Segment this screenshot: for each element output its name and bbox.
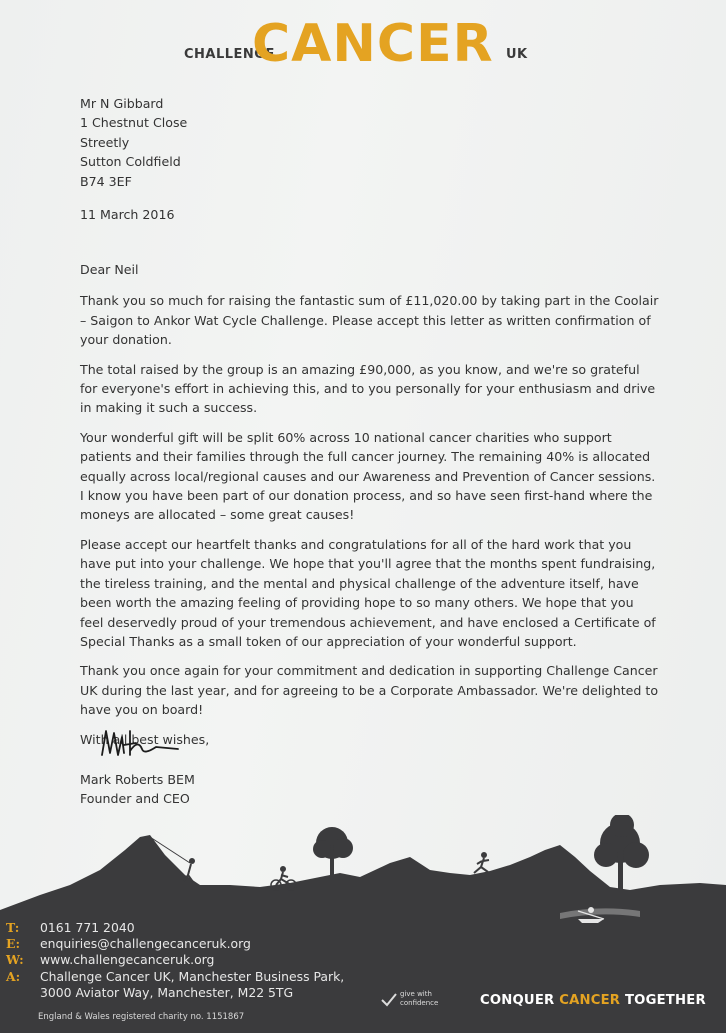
contact-row-website (6, 952, 344, 968)
tagline-accent: CANCER (559, 993, 621, 1008)
contact-row-address (6, 969, 344, 985)
contact-row-phone (6, 920, 344, 936)
contact-address-line1: Challenge Cancer UK, Manchester Business Park, (40, 968, 345, 984)
signatory-name: Mark Roberts BEM (80, 772, 195, 787)
checkmark-icon (380, 992, 398, 1008)
contact-website: www.challengecanceruk.org (40, 952, 215, 968)
body-paragraph: Thank you so much for raising the fantastic sum of £11,020.00 by taking part in the Coolair – Saigon to Ankor Wat Cycle Challenge. Please accept this letter as written confirmation of your donation. (80, 293, 659, 348)
badge-line: confidence (400, 999, 439, 1007)
contact-label: T: (6, 920, 20, 935)
climber-icon (184, 858, 195, 882)
conquer-cancer-together-tagline (480, 993, 706, 1008)
tagline-part: TOGETHER (620, 993, 706, 1008)
challenge-cancer-logo (184, 14, 544, 76)
signatory-block (80, 770, 195, 809)
logo-left-word: CHALLENGE (184, 47, 275, 62)
contact-label: W: (6, 952, 24, 968)
tree-left-icon (313, 827, 353, 879)
badge-line: give with (400, 990, 432, 998)
address-line: Mr N Gibbard (80, 96, 164, 111)
footer-contact-details (6, 920, 344, 1001)
address-line: 1 Chestnut Close (80, 115, 188, 131)
letter-date: 11 March 2016 (80, 207, 175, 222)
contact-phone: 0161 771 2040 (40, 920, 135, 935)
contact-label: A: (6, 968, 21, 984)
contact-row-email (6, 936, 344, 952)
contact-label (6, 985, 40, 1001)
body-paragraph: The total raised by the group is an amazing £90,000, as you know, and we're so grateful for everyone's effort in achieving this, and to you personally for your enthusiasm and drive in making it such a success. (80, 361, 656, 416)
logo-right-word: UK (506, 47, 528, 62)
salutation: Dear Neil (80, 262, 139, 277)
runner-icon (474, 852, 489, 873)
contact-row-address-cont (6, 985, 344, 1001)
contact-label: E: (6, 936, 21, 952)
tagline-part: CONQUER (480, 993, 560, 1008)
signatory-title: Founder and CEO (80, 791, 190, 807)
charity-registration: England & Wales registered charity no. 1151867 (38, 1012, 245, 1022)
contact-email: enquiries@challengecanceruk.org (40, 936, 251, 952)
body-paragraph: Please accept our heartfelt thanks and congratulations for all of the hard work that you have put into your challenge. We hope that you'll agree that the months spent fundraising, the tireless training, and the mental and physical challenge of the adventure itself, have been worth the amazing feeling of providing hope to so many others. We hope that you feel deservedly proud of your tremendous achievement, and have enclosed a Certificate of Special Thanks as a small token of our appreciation of your wonderful support. (80, 536, 656, 649)
body-paragraph: Your wonderful gift will be split 60% across 10 national cancer charities who support patients and their families through the full cancer journey. The remaining 40% is allocated equally across local/regional causes and our Awareness and Prevention of Cancer sessions. I know you have been part of our donation process, and so have seen first-hand where the moneys are allocated – some great causes! (80, 429, 656, 523)
contact-address-line2: 3000 Aviator Way, Manchester, M22 5TG (40, 984, 294, 1000)
address-line: Sutton Coldfield (80, 154, 181, 170)
body-paragraph: Thank you once again for your commitment and dedication in supporting Challenge Cancer UK during the last year, and for agreeing to be a Corporate Ambassador. We're delighted to have you on board! (80, 663, 659, 718)
handwritten-signature (96, 725, 186, 765)
recipient-address (80, 94, 187, 191)
address-line: Streetly (80, 134, 130, 150)
letter-body (80, 260, 660, 759)
logo-main-word: CANCER (252, 14, 494, 74)
closing-line: With all best wishes, (80, 731, 210, 747)
address-line: B74 3EF (80, 173, 132, 189)
